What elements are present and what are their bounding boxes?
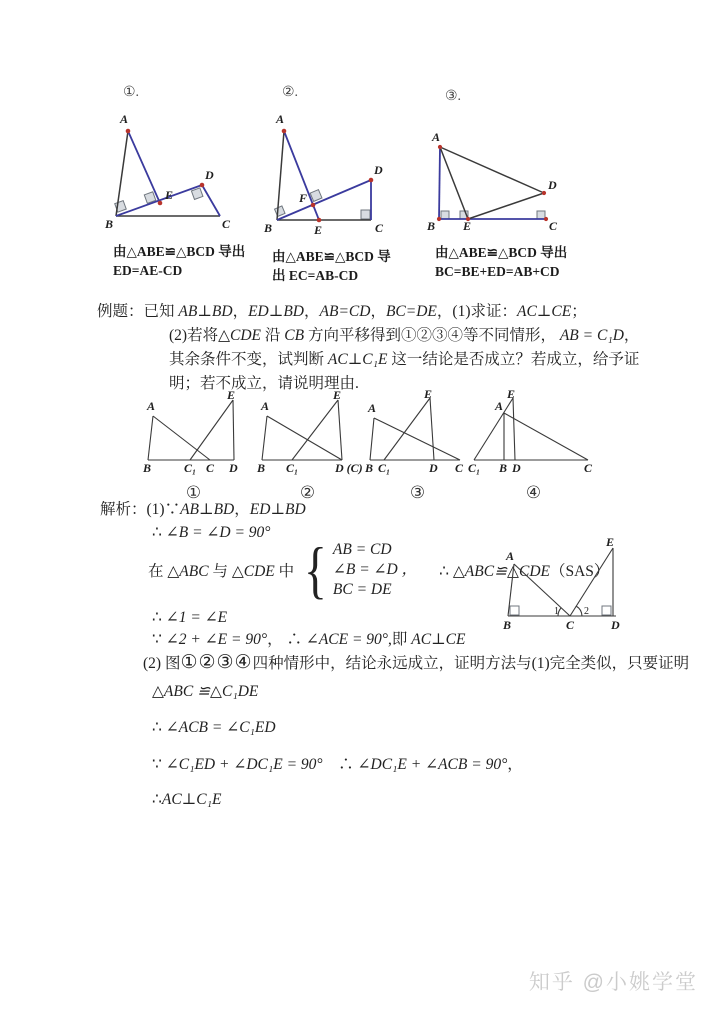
point-label-E: E bbox=[314, 223, 323, 236]
point-label-F: F bbox=[299, 191, 308, 205]
point-label-B: B bbox=[427, 219, 436, 232]
caption-line: 由△ABE≌△BCD 导出 bbox=[113, 244, 246, 259]
point-label-E: E bbox=[227, 390, 236, 402]
point-label-C1: C₁ bbox=[286, 461, 299, 475]
problem-statement bbox=[97, 300, 657, 396]
point-label-C: C bbox=[222, 217, 231, 231]
point-label-E: E bbox=[463, 219, 472, 232]
point-label-A: A bbox=[147, 399, 156, 413]
case-diagram-1 bbox=[136, 390, 251, 475]
case-label-3: ③ bbox=[409, 483, 426, 502]
text-segment: ∠C₁ED + ∠DC₁E = 90° bbox=[165, 756, 323, 773]
figure-caption-3 bbox=[425, 243, 605, 281]
solution-line-9 bbox=[152, 753, 523, 776]
text-segment: ,即 bbox=[388, 631, 412, 648]
case-1-shapes bbox=[148, 400, 234, 460]
point-label-E: E bbox=[165, 188, 174, 202]
text-segment: 沿 bbox=[261, 327, 285, 344]
point-label-C: C bbox=[455, 461, 464, 475]
text-segment: ED⊥BD bbox=[248, 303, 304, 320]
problem-line-1 bbox=[97, 300, 657, 324]
point-label-C: C bbox=[584, 461, 593, 475]
top-figure-2 bbox=[262, 84, 427, 285]
text-segment: △CDE bbox=[218, 327, 261, 344]
text-segment: (2)若将 bbox=[169, 327, 219, 344]
top-figure-3 bbox=[425, 88, 605, 281]
point-label-B: B bbox=[264, 221, 273, 235]
system-equations bbox=[333, 540, 417, 600]
point-label-C1: C₁ bbox=[468, 461, 481, 475]
point-label-A: A bbox=[276, 112, 285, 126]
point-label-C1: C₁ bbox=[184, 461, 197, 475]
text-segment: ∠DC₁E + ∠ACB = 90° bbox=[357, 756, 508, 773]
text-segment: △ABC ≌△C₁DE bbox=[152, 683, 259, 700]
brace-glyph: { bbox=[304, 534, 328, 605]
text-segment: 在 bbox=[148, 563, 168, 580]
point-label-B: B bbox=[503, 618, 512, 631]
problem-line-3 bbox=[97, 348, 657, 372]
text-segment: 解析：(1)∵ bbox=[100, 501, 181, 518]
case-diagram-4 bbox=[466, 390, 601, 475]
point-label-D: D bbox=[374, 163, 383, 177]
caption-line: 出 EC=AB-CD bbox=[272, 268, 359, 283]
triangle-diagram-1 bbox=[103, 101, 238, 231]
text-segment: ，(1)求证： bbox=[436, 303, 517, 320]
text-segment: △CDE bbox=[231, 563, 275, 580]
case-2-shapes bbox=[262, 400, 342, 460]
text-segment: 例题：已知 bbox=[97, 303, 179, 320]
figure-caption-1 bbox=[103, 242, 268, 280]
point-label-B: B bbox=[105, 217, 114, 231]
text-segment: ED⊥BD bbox=[249, 501, 306, 518]
text-segment: ∴ bbox=[152, 719, 166, 736]
text-segment: AB⊥BD bbox=[178, 303, 233, 320]
case-label-2: ② bbox=[299, 483, 316, 502]
point-label-B: B bbox=[365, 461, 374, 475]
text-segment: ∴ bbox=[152, 524, 166, 541]
solution-line-1 bbox=[100, 498, 306, 521]
triangle-diagram-2 bbox=[262, 101, 402, 236]
text-segment: ∵ bbox=[152, 756, 166, 773]
point-label-A: A bbox=[368, 401, 377, 415]
caption-line: 由△ABE≌△BCD 导 bbox=[272, 249, 391, 264]
case-figure-4 bbox=[466, 390, 601, 503]
point-label-B: B bbox=[143, 461, 152, 475]
text-segment: AB⊥BD bbox=[180, 501, 235, 518]
diagram-3-shapes bbox=[437, 145, 548, 221]
point-label-C: C bbox=[375, 221, 384, 235]
text-segment: CB bbox=[284, 327, 305, 344]
point-label-D: D (C) bbox=[335, 461, 363, 475]
figure-number-1: ①. bbox=[123, 85, 140, 100]
solution-line-8 bbox=[152, 716, 276, 739]
text-segment: (2) 图 bbox=[143, 655, 181, 672]
point-label-D: D bbox=[611, 618, 620, 631]
angle-label-2: 2 bbox=[584, 606, 589, 617]
text-segment: 与 bbox=[208, 563, 232, 580]
point-label-E: E bbox=[606, 536, 615, 549]
case-label-4: ④ bbox=[525, 483, 542, 502]
text-segment: 这一结论是否成立？若成立，给予证 bbox=[387, 351, 640, 368]
case-diagram-2 bbox=[250, 390, 365, 475]
point-label-A: A bbox=[495, 399, 504, 413]
text-segment: △ABC bbox=[167, 563, 209, 580]
solution-line-5 bbox=[152, 628, 465, 651]
point-label-C: C bbox=[566, 618, 575, 631]
caption-line: 由△ABE≌△BCD 导出 bbox=[435, 245, 568, 260]
case-figure-2 bbox=[250, 390, 365, 503]
solution-line-6 bbox=[143, 651, 689, 675]
point-label-D: D bbox=[205, 168, 214, 182]
text-segment: 方向平移得到①②③④等不同情形， bbox=[304, 327, 560, 344]
system-prefix bbox=[148, 559, 294, 581]
text-segment: （SAS） bbox=[549, 563, 610, 580]
text-segment: AC⊥CE bbox=[516, 303, 572, 320]
figure-number-3: ③. bbox=[445, 89, 462, 104]
text-segment: 中 bbox=[274, 563, 295, 580]
text-segment: ∠2 + ∠E = 90° bbox=[165, 631, 268, 648]
point-label-A: A bbox=[120, 112, 129, 126]
point-label-D: D bbox=[548, 178, 557, 192]
text-segment: ， bbox=[370, 303, 386, 320]
text-segment: 明；若不成立，请说明理由. bbox=[169, 375, 359, 392]
text-segment: 四种情形中，结论永远成立，证明方法与(1)完全类似，只要证明 bbox=[252, 655, 690, 672]
point-label-A: A bbox=[506, 549, 515, 563]
caption-line: ED=AE-CD bbox=[113, 263, 183, 278]
solution-line-4 bbox=[152, 606, 227, 629]
point-label-A: A bbox=[261, 399, 270, 413]
point-label-E: E bbox=[333, 390, 342, 402]
text-segment: ∴ bbox=[322, 756, 358, 773]
point-label-D: D bbox=[512, 461, 521, 475]
problem-line-2 bbox=[97, 324, 657, 348]
text-segment: 其余条件不变，试判断 bbox=[169, 351, 328, 368]
text-segment: AC⊥C₁E bbox=[327, 351, 388, 368]
case-figure-3 bbox=[360, 390, 475, 503]
point-label-C: C bbox=[549, 219, 558, 232]
text-segment: ∠B = ∠D = 90° bbox=[165, 524, 271, 541]
text-segment: ， bbox=[234, 501, 250, 518]
watermark: 知乎 @小姚学堂 bbox=[528, 971, 698, 994]
text-segment: ①②③④ bbox=[180, 652, 253, 673]
point-label-B: B bbox=[257, 461, 266, 475]
text-segment: AC⊥C₁E bbox=[161, 791, 222, 808]
text-segment: ， bbox=[232, 303, 249, 320]
text-segment: ∠ACE = 90° bbox=[305, 631, 388, 648]
caption-line: BC=BE+ED=AB+CD bbox=[435, 264, 560, 279]
text-segment: AC⊥CE bbox=[411, 631, 466, 648]
text-segment: ∴ bbox=[152, 791, 162, 808]
text-segment: ∠ACB = ∠C₁ED bbox=[165, 719, 276, 736]
point-label-A: A bbox=[432, 130, 441, 144]
text-segment: ∠1 = ∠E bbox=[165, 609, 228, 626]
text-segment: ， bbox=[623, 327, 640, 344]
point-label-B: B bbox=[499, 461, 508, 475]
case-4-shapes bbox=[474, 398, 588, 460]
angle-label-1: 1 bbox=[554, 606, 559, 617]
point-label-D: D bbox=[229, 461, 238, 475]
point-label-E: E bbox=[507, 390, 516, 401]
equation-3: BC = DE bbox=[332, 581, 392, 598]
point-label-E: E bbox=[424, 390, 433, 401]
point-label-C1: C₁ bbox=[378, 461, 391, 475]
case-label-1: ① bbox=[185, 483, 202, 502]
text-segment: AB = C₁D bbox=[559, 327, 624, 344]
equation-2: ∠B = ∠D ， bbox=[332, 561, 418, 578]
case-diagram-3 bbox=[360, 390, 475, 475]
solution-diagram bbox=[498, 536, 628, 631]
figure-number-2: ②. bbox=[282, 85, 299, 100]
top-figure-1 bbox=[103, 84, 268, 280]
equation-1: AB = CD bbox=[332, 541, 392, 558]
text-segment: ， bbox=[304, 303, 320, 320]
text-segment: BC=DE bbox=[385, 303, 437, 320]
case-3-shapes bbox=[370, 398, 460, 460]
point-label-C: C bbox=[206, 461, 215, 475]
case-figure-1 bbox=[136, 390, 251, 503]
solution-line-10 bbox=[152, 788, 221, 811]
figure-caption-2 bbox=[262, 247, 427, 285]
diagram-2-shapes bbox=[275, 129, 374, 223]
text-segment: ， ∴ bbox=[267, 631, 306, 648]
text-segment: ； bbox=[571, 303, 587, 320]
text-segment: ∵ bbox=[152, 631, 166, 648]
text-segment: △ABC≌△CDE bbox=[452, 563, 550, 580]
solution-diagram-shapes bbox=[508, 548, 616, 616]
point-label-D: D bbox=[429, 461, 438, 475]
triangle-diagram-3 bbox=[425, 127, 575, 232]
text-segment: ， bbox=[507, 756, 523, 773]
solution-line-7 bbox=[152, 680, 258, 703]
text-segment: AB=CD bbox=[319, 303, 371, 320]
text-segment: ∴ bbox=[439, 563, 453, 580]
text-segment: ∴ bbox=[152, 609, 166, 626]
